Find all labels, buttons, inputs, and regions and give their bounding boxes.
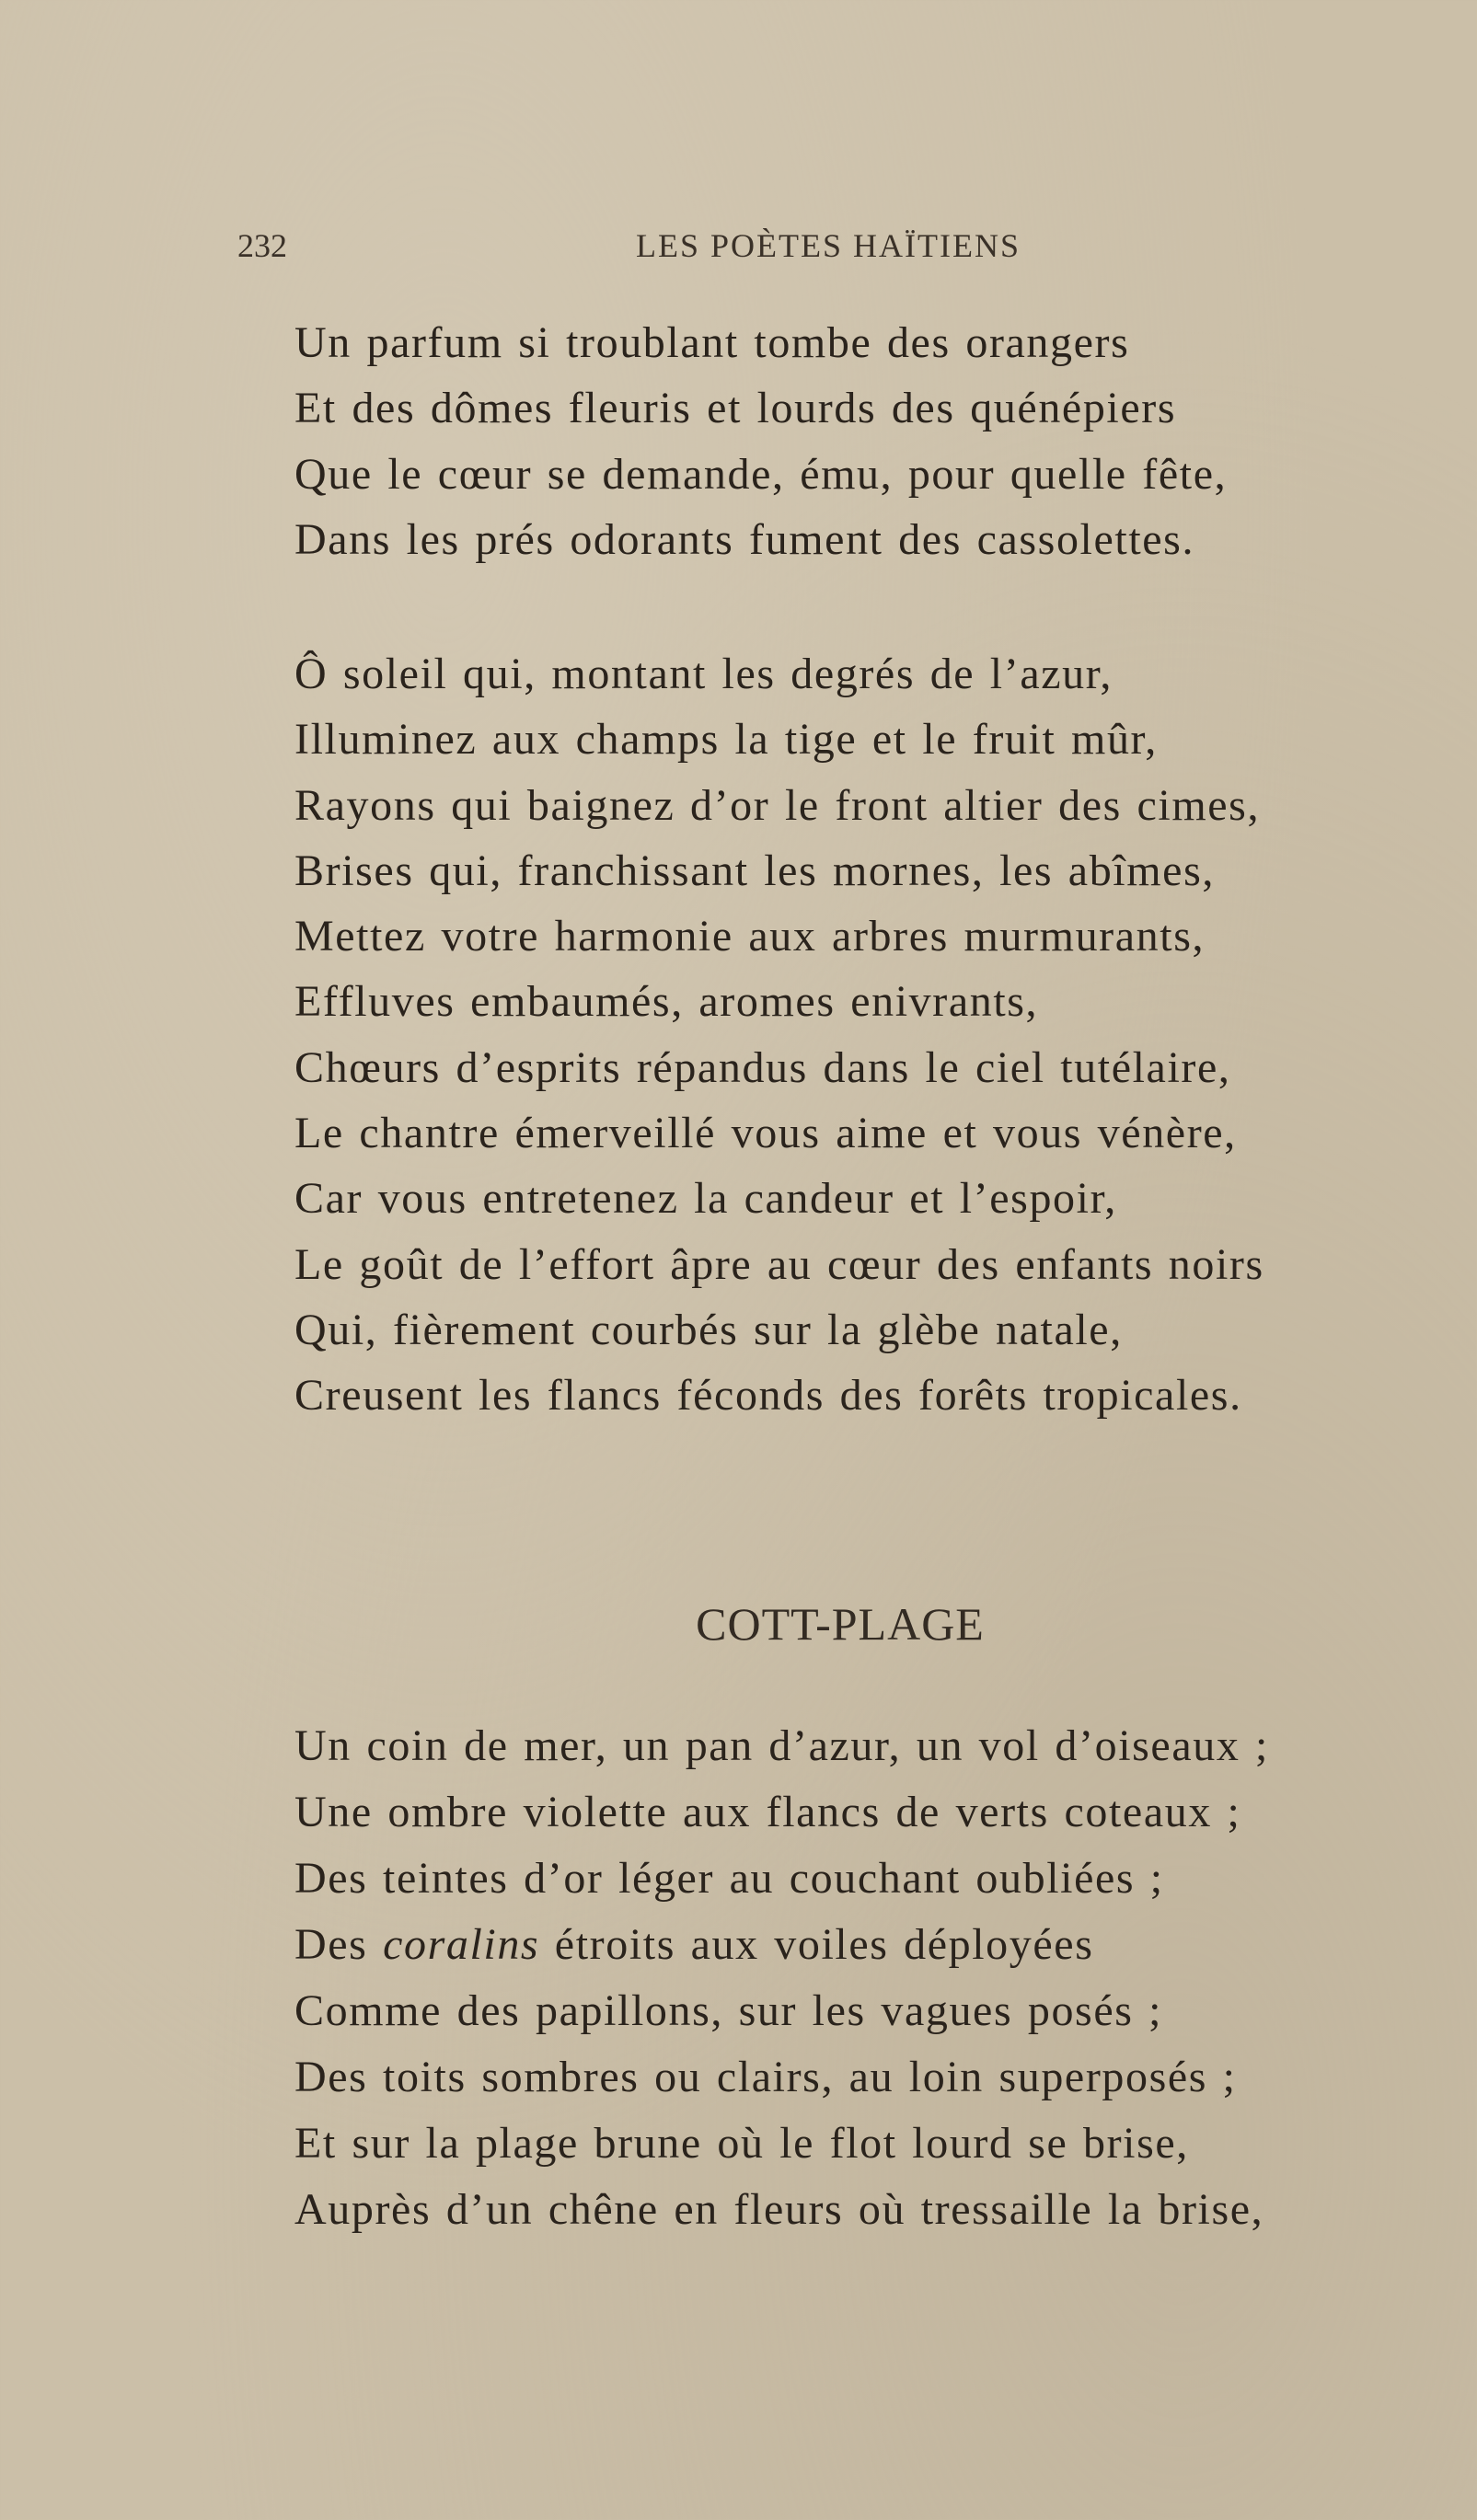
running-title: LES POÈTES HAÏTIENS xyxy=(636,227,1021,264)
verse-line: Et sur la plage brune où le flot lourd se brise, xyxy=(294,2119,1189,2168)
verse-line: Rayons qui baignez d’or le front altier des cimes, xyxy=(294,780,1261,830)
verse-line: Qui, fièrement courbés sur la glèbe natale, xyxy=(294,1305,1123,1354)
verse-line: Illuminez aux champs la tige et le fruit mûr, xyxy=(294,715,1158,765)
verse-line: Creusent les flancs féconds des forêts tropicales. xyxy=(294,1371,1242,1421)
verse-line: Mettez votre harmonie aux arbres murmurants, xyxy=(294,912,1206,961)
verse-line xyxy=(294,1912,1269,1978)
poem-title: COTT-PLAGE xyxy=(696,1598,985,1650)
stanza-3 xyxy=(294,1713,1269,2243)
verse-line: Car vous entretenez la candeur et l’espoir, xyxy=(294,1174,1117,1224)
verse-line: Le chantre émerveillé vous aime et vous vénère, xyxy=(294,1109,1237,1158)
stanza-2 xyxy=(294,641,1264,1429)
verse-line: Ô soleil qui, montant les degrés de l’azur, xyxy=(294,650,1113,698)
verse-line: Des toits sombres ou clairs, au loin superposés ; xyxy=(294,2053,1237,2101)
verse-line: Brises qui, franchissant les mornes, les abîmes, xyxy=(294,846,1215,895)
verse-line: Dans les prés odorants fument des cassolettes. xyxy=(294,514,1195,564)
verse-line: Comme des papillons, sur les vagues posés ; xyxy=(294,1986,1163,2035)
verse-line: Auprès d’un chêne en fleurs où tressaille la brise, xyxy=(294,2185,1264,2234)
verse-text: étroits aux voiles déployées xyxy=(539,1920,1094,1969)
verse-text: Des xyxy=(294,1920,384,1969)
verse-line: Effluves embaumés, aromes enivrants, xyxy=(294,977,1039,1027)
verse-line: Des teintes d’or léger au couchant oubliées ; xyxy=(294,1854,1164,1903)
stanza-1 xyxy=(294,310,1227,572)
verse-line: Que le cœur se demande, ému, pour quelle fête, xyxy=(294,449,1228,499)
verse-line: Un parfum si troublant tombe des orangers xyxy=(294,318,1130,367)
page-number: 232 xyxy=(237,227,287,264)
verse-line: Le goût de l’effort âpre au cœur des enfants noirs xyxy=(294,1239,1264,1289)
verse-line: Une ombre violette aux flancs de verts coteaux ; xyxy=(294,1788,1241,1836)
italic-word: coralins xyxy=(383,1920,540,1969)
verse-line: Un coin de mer, un pan d’azur, un vol d’oiseaux ; xyxy=(294,1721,1269,1770)
verse-line: Chœurs d’esprits répandus dans le ciel tutélaire, xyxy=(294,1042,1231,1092)
verse-line: Et des dômes fleuris et lourds des quénépiers xyxy=(294,384,1177,433)
